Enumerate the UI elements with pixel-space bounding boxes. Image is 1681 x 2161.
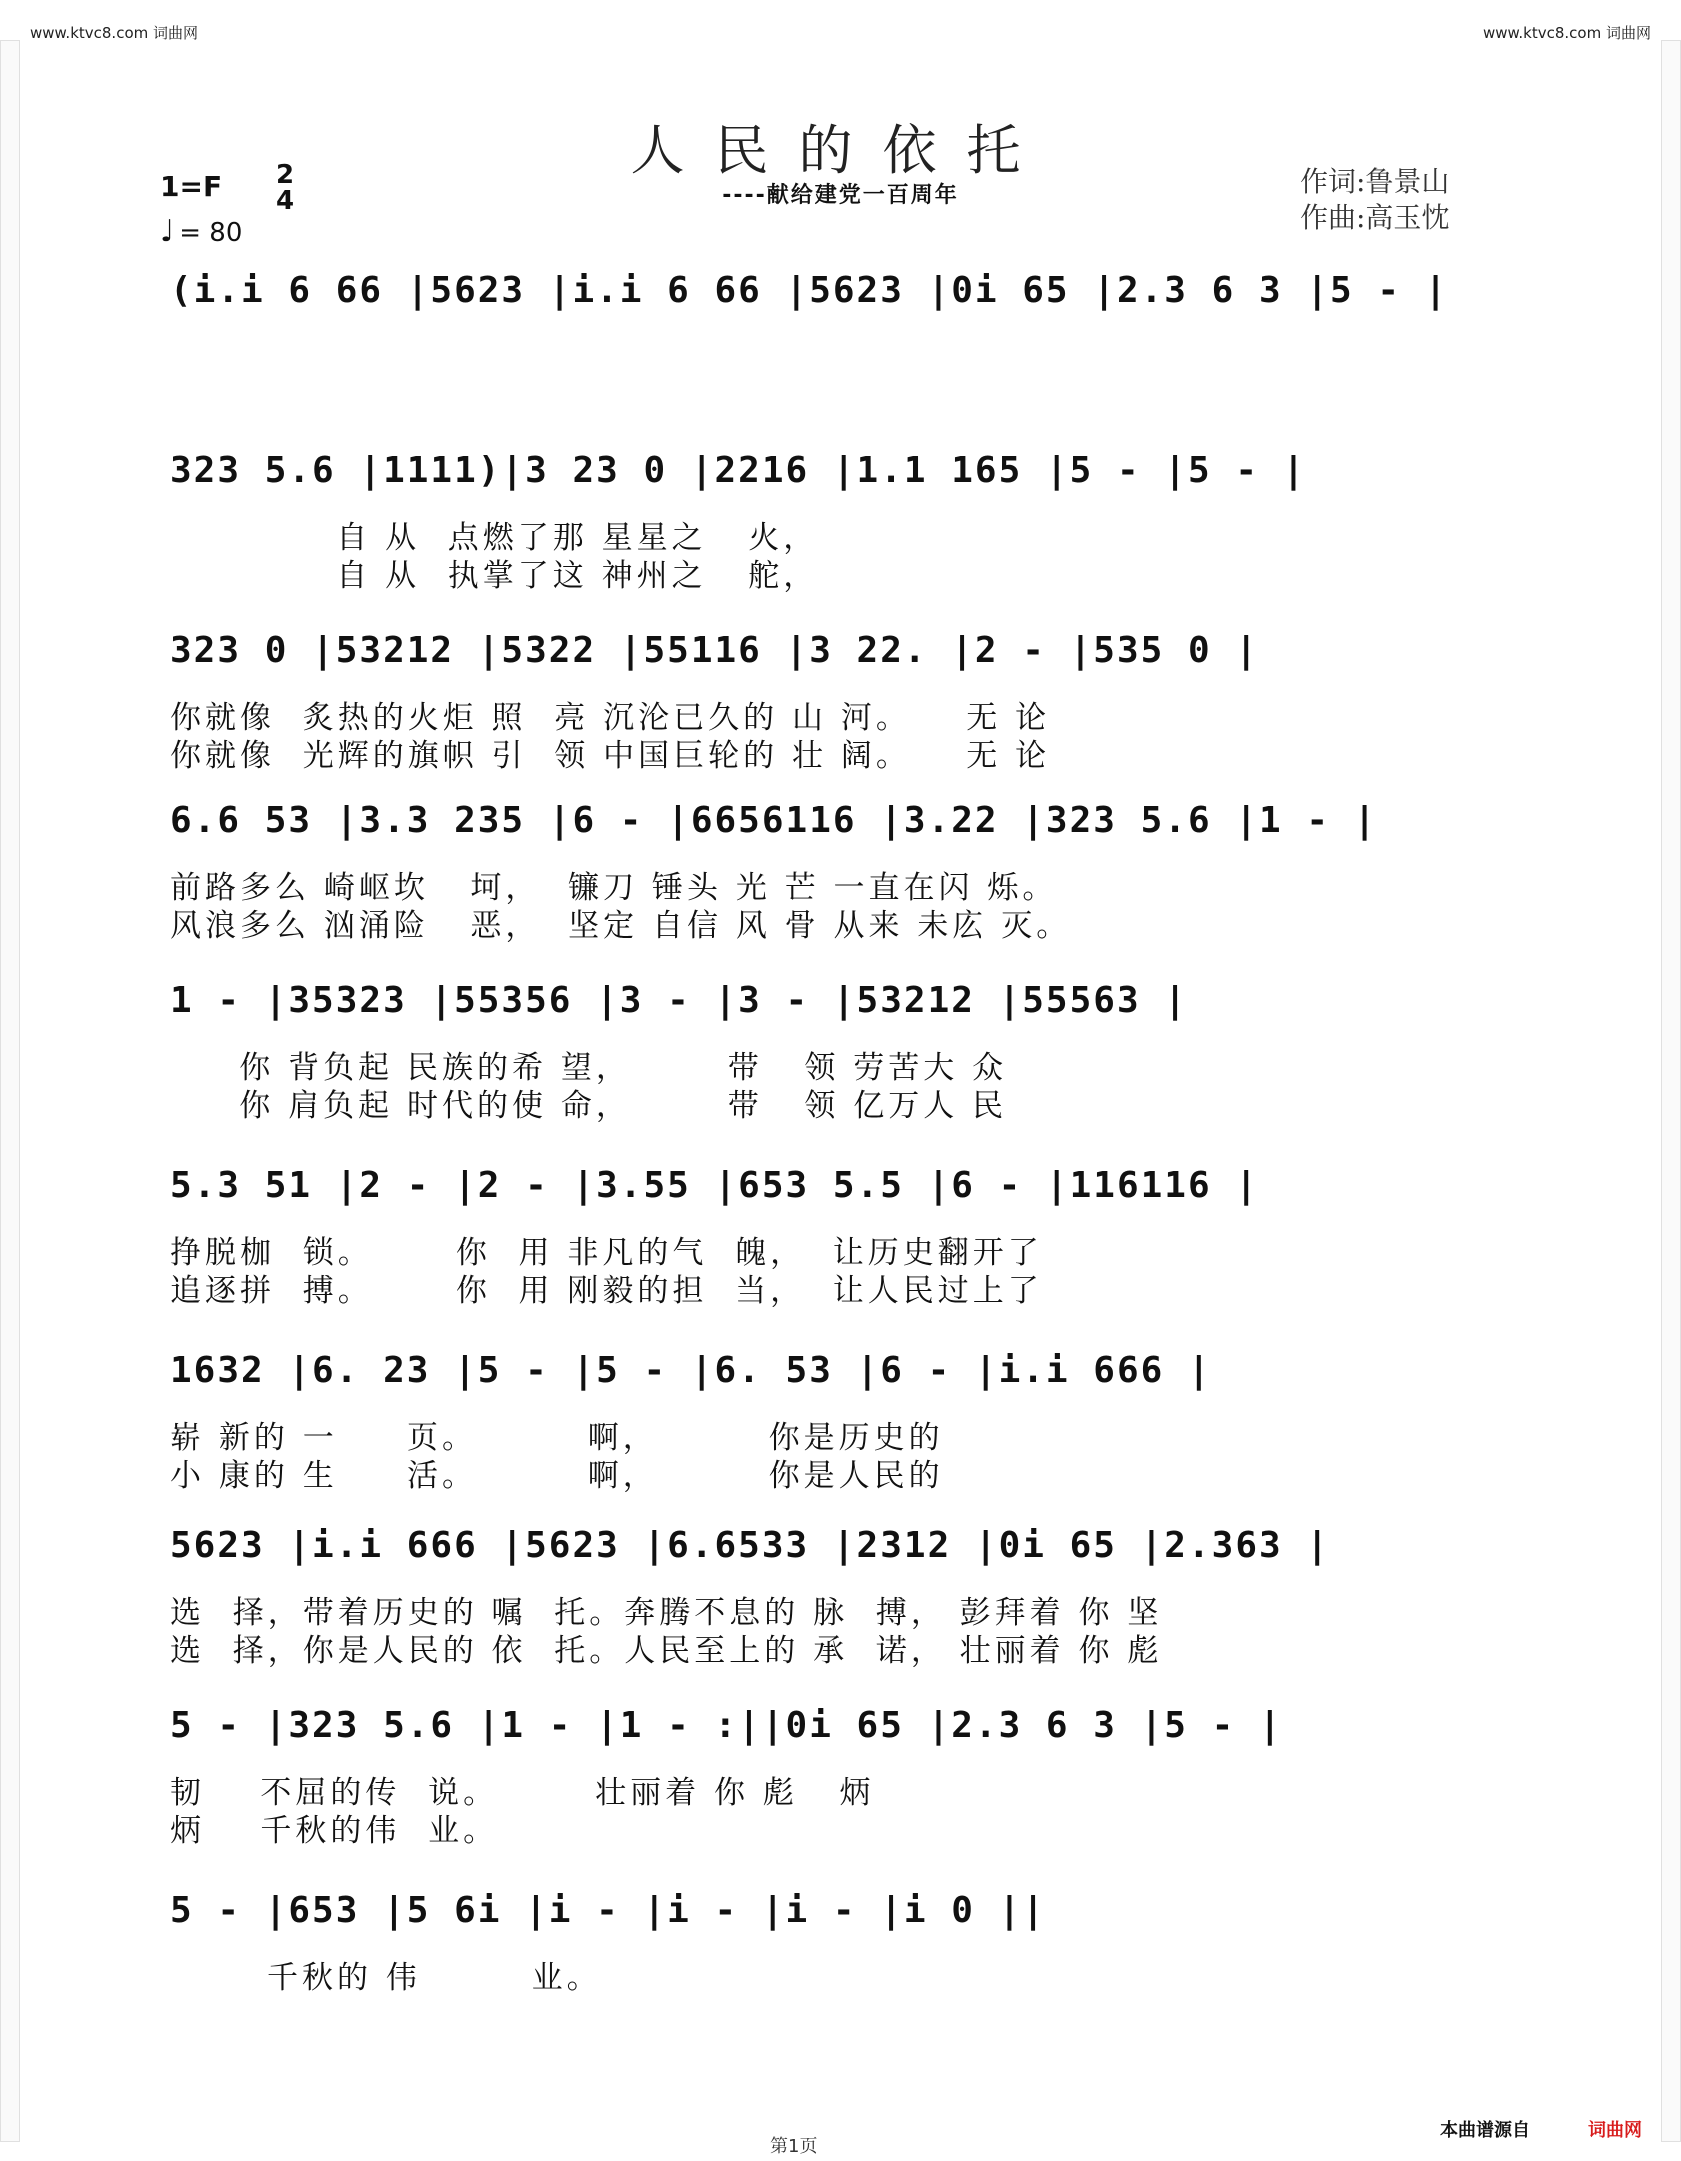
- song-subtitle: ----献给建党一百周年: [722, 183, 959, 208]
- lyric-line: 你就像 炙热的火炬 照 亮 沉沦已久的 山 河。 无 论: [170, 700, 1051, 736]
- lyric-line: 前路多么 崎岖坎 坷， 镰刀 锤头 光 芒 一直在闪 烁。: [170, 870, 1058, 906]
- lyric-line: 你 背负起 民族的希 望， 带 领 劳苦大 众: [170, 1050, 1008, 1086]
- notation-line: 5 - |653 |5 6i |i - |i - |i - |i 0 ||: [170, 1890, 1046, 1931]
- lyric-line: 风浪多么 汹涌险 恶， 坚定 自信 风 骨 从来 未庅 灭。: [170, 908, 1072, 944]
- tempo-value: = 80: [179, 218, 243, 248]
- lyric-line: 自 从 执掌了这 神州之 舵，: [170, 558, 819, 594]
- notation-line: 5623 |i.i 666 |5623 |6.6533 |2312 |0i 65 |2.363 |: [170, 1525, 1331, 1566]
- brand-link[interactable]: 词曲网: [1588, 2120, 1642, 2141]
- tempo-mark: [160, 214, 242, 249]
- meter-bottom: 4: [275, 186, 295, 216]
- notation-line: 6.6 53 |3.3 235 |6 - |6656116 |3.22 |323 5.6 |1 - |: [170, 800, 1378, 841]
- site-url-left[interactable]: www.ktvc8.com 词曲网: [30, 24, 199, 42]
- notation-line: (i.i 6 66 |5623 |i.i 6 66 |5623 |0i 65 |2.3 6 3 |5 - |: [170, 270, 1449, 311]
- lyric-line: 选 择，带着历史的 嘱 托。奔腾不息的 脉 搏， 彭拜着 你 坚: [170, 1595, 1163, 1631]
- quarter-note-icon: ♩: [160, 214, 175, 249]
- right-border-strip: [1661, 40, 1681, 2142]
- lyricist: 作词:鲁景山: [1300, 165, 1450, 198]
- site-url-right[interactable]: www.ktvc8.com 词曲网: [1482, 24, 1651, 42]
- lyric-line: 崭 新的 一 页。 啊， 你是历史的: [170, 1420, 944, 1456]
- lyric-line: 炳 千秋的伟 业。: [170, 1813, 499, 1849]
- lyric-line: 追逐拼 搏。 你 用 刚毅的担 当， 让人民过上了: [170, 1273, 1043, 1309]
- left-border-strip: [0, 40, 20, 2142]
- lyric-line: 韧 不屈的传 说。 壮丽着 你 彪 炳: [170, 1775, 875, 1811]
- notation-line: 1632 |6. 23 |5 - |5 - |6. 53 |6 - |i.i 666 |: [170, 1350, 1212, 1391]
- lyric-line: 小 康的 生 活。 啊， 你是人民的: [170, 1458, 944, 1494]
- lyric-line: 选 择，你是人民的 依 托。人民至上的 承 诺， 壮丽着 你 彪: [170, 1633, 1163, 1669]
- notation-line: 5.3 51 |2 - |2 - |3.55 |653 5.5 |6 - |116116 |: [170, 1165, 1259, 1206]
- lyric-line: 千秋的 伟 业。: [170, 1960, 602, 1996]
- key-signature: 1=F: [160, 170, 223, 203]
- lyric-line: 你就像 光辉的旗帜 引 领 中国巨轮的 壮 阔。 无 论: [170, 738, 1051, 774]
- composer: 作曲:高玉忱: [1300, 201, 1450, 234]
- lyric-line: 挣脱枷 锁。 你 用 非凡的气 魄， 让历史翻开了: [170, 1235, 1043, 1271]
- source-label: 本曲谱源自: [1440, 2120, 1530, 2141]
- notation-line: 323 0 |53212 |5322 |55116 |3 22. |2 - |535 0 |: [170, 630, 1259, 671]
- lyric-line: 自 从 点燃了那 星星之 火，: [170, 520, 819, 556]
- lyric-line: 你 肩负起 时代的使 命， 带 领 亿万人 民: [170, 1088, 1008, 1124]
- notation-line: 1 - |35323 |55356 |3 - |3 - |53212 |55563 |: [170, 980, 1188, 1021]
- page-number: 第1页: [770, 2136, 818, 2157]
- song-title: 人民的依托: [630, 119, 1051, 182]
- notation-line: 5 - |323 5.6 |1 - |1 - :||0i 65 |2.3 6 3 |5 - |: [170, 1705, 1283, 1746]
- notation-line: 323 5.6 |1111)|3 23 0 |2216 |1.1 165 |5 - |5 - |: [170, 450, 1307, 491]
- time-signature: [270, 162, 300, 214]
- meter-top: 2: [275, 160, 295, 190]
